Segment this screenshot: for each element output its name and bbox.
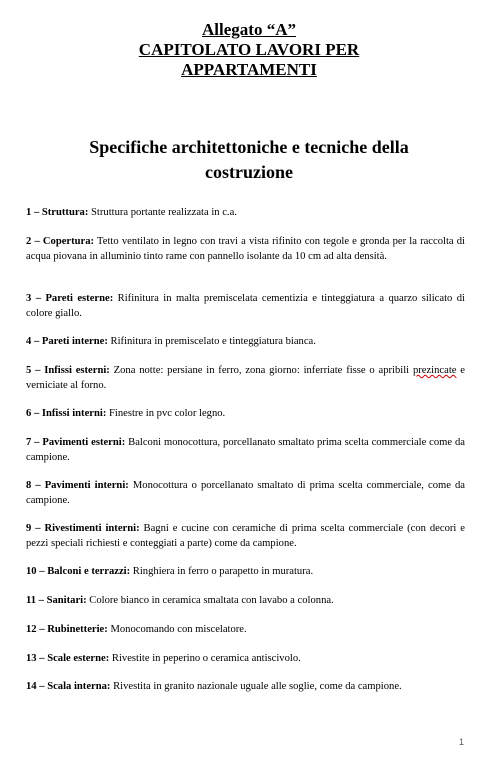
spec-item-infissi-esterni xyxy=(26,364,465,393)
spec-label: 2 – Copertura: xyxy=(26,236,95,247)
spellcheck-flagged-word: prezincate xyxy=(412,365,457,376)
spec-item-pareti-esterne xyxy=(26,292,465,321)
spec-item-pareti-interne xyxy=(26,335,465,350)
spec-item-scale-esterne xyxy=(26,652,465,667)
spec-text: Ringhiera in ferro o parapetto in muratura. xyxy=(130,566,314,577)
spec-text: Balconi monocottura, porcellanato smaltato prima scelta commerciale come da campione. xyxy=(26,437,465,463)
spec-label: 12 – Rubinetterie: xyxy=(26,624,108,635)
spec-text: Rivestite in peperino o ceramica antiscivolo. xyxy=(109,653,301,664)
spec-label: 3 – Pareti esterne: xyxy=(26,293,114,304)
spec-text: Rifinitura in malta premiscelata cementizia e tinteggiatura a quarzo silicato di colore giallo. xyxy=(26,293,465,319)
document-subtitle xyxy=(30,135,468,185)
header-line-capitolato: CAPITOLATO LAVORI PER xyxy=(138,40,360,59)
spec-label: 6 – Infissi interni: xyxy=(26,408,107,419)
spec-text: Bagni e cucine con ceramiche di prima scelta commerciale (con decori e pezzi speciali richiesti e conteggiati a parte) come da campione. xyxy=(26,523,465,549)
spec-text: Monocomando con miscelatore. xyxy=(107,624,247,635)
spec-item-sanitari xyxy=(26,594,465,609)
spec-label: 9 – Rivestimenti interni: xyxy=(26,523,140,534)
spec-text: Rivestita in granito nazionale uguale alle soglie, come da campione. xyxy=(110,681,402,692)
spec-label: 1 – Struttura: xyxy=(26,207,89,218)
header-line-allegato: Allegato “A” xyxy=(202,20,296,39)
spec-text-continued: e verniciate al forno. xyxy=(26,365,465,391)
spec-label: 14 – Scala interna: xyxy=(26,681,111,692)
spec-label: 11 – Sanitari: xyxy=(26,595,87,606)
spec-text: Colore bianco in ceramica smaltata con lavabo a colonna. xyxy=(86,595,334,606)
spec-item-balconi-terrazzi xyxy=(26,565,465,580)
spec-item-scala-interna xyxy=(26,680,465,695)
spec-text: Struttura portante realizzata in c.a. xyxy=(88,207,237,218)
spec-label: 8 – Pavimenti interni: xyxy=(26,480,129,491)
spec-item-rivestimenti-interni xyxy=(26,522,465,551)
spec-item-pavimenti-interni xyxy=(26,479,465,508)
spec-item-struttura xyxy=(26,206,465,221)
spec-label: 4 – Pareti interne: xyxy=(26,336,108,347)
spec-text: Finestre in pvc color legno. xyxy=(106,408,226,419)
spec-text: Tetto ventilato in legno con travi a vista rifinito con tegole e gronda per la raccolta di acqua piovana in alluminio tinto rame con pannello isolante da 10 cm ad alta densità. xyxy=(26,236,465,262)
spec-label: 7 – Pavimenti esterni: xyxy=(26,437,126,448)
spec-label: 10 – Balconi e terrazzi: xyxy=(26,566,131,577)
subtitle-line-1: Specifiche architettoniche e tecniche della xyxy=(89,137,409,157)
spec-text: Monocottura o porcellanato smaltato di prima scelta commerciale, come da campione. xyxy=(26,480,465,506)
spec-label: 13 – Scale esterne: xyxy=(26,653,110,664)
spec-item-pavimenti-esterni xyxy=(26,436,465,465)
page-number: 1 xyxy=(458,737,464,747)
spec-item-rubinetterie xyxy=(26,623,465,638)
spec-text: Rifinitura in premiscelato e tinteggiatura bianca. xyxy=(107,336,316,347)
header-line-appartamenti: APPARTAMENTI xyxy=(181,60,317,79)
spec-item-infissi-interni xyxy=(26,407,465,422)
spec-text: Zona notte: persiane in ferro, zona giorno: inferriate fisse o apribili xyxy=(109,365,413,376)
spec-label: 5 – Infissi esterni: xyxy=(26,365,110,376)
document-header xyxy=(0,20,498,80)
spec-item-copertura xyxy=(26,235,465,264)
subtitle-line-2: costruzione xyxy=(205,162,293,182)
